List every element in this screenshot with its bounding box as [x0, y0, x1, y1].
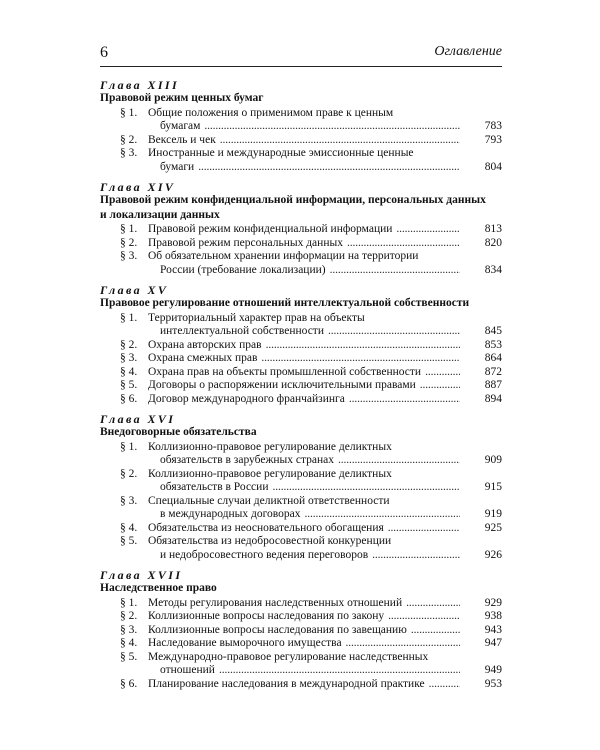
page-reference: 804 [484, 160, 502, 173]
section-title-line: Территориальный характер прав на объекты [148, 311, 365, 324]
section-number: § 3. [120, 494, 138, 507]
section-number: § 2. [120, 338, 138, 351]
toc-entry[interactable] [100, 441, 502, 468]
chapter-title: Правовой режим ценных бумаг [100, 92, 264, 104]
chapter-title: и локализации данных [100, 208, 220, 221]
section-number: § 3. [120, 352, 138, 364]
section-title-line: Методы регулирования наследственных отношений [148, 596, 403, 609]
section-title-line: в международных договорах [160, 508, 301, 520]
section-title-line: Охрана авторских прав [148, 338, 262, 351]
section-title-line: Об обязательном хранении информации на территории [148, 250, 419, 262]
section-number: § 6. [120, 677, 138, 690]
dot-leader [388, 522, 460, 536]
section-number: § 3. [120, 147, 138, 159]
toc-entry[interactable] [100, 637, 502, 651]
section-title-line: Охрана смежных прав [148, 352, 258, 364]
toc-entry[interactable] [100, 147, 502, 174]
page-reference: 943 [484, 623, 502, 636]
dot-leader [346, 637, 460, 651]
chapter-title: Правовое регулирование отношений интеллектуальной собственности [100, 297, 470, 309]
page-reference: 925 [484, 521, 502, 534]
page-reference: 926 [484, 548, 502, 561]
toc-entry[interactable] [100, 610, 502, 624]
section-title-line: Коллизионные вопросы наследования по завещанию [148, 623, 407, 636]
dot-leader [330, 264, 460, 278]
dot-leader [396, 223, 460, 237]
section-title-line: Правовой режим конфиденциальной информации [148, 223, 393, 235]
page-reference: 894 [484, 392, 502, 405]
page-reference: 820 [484, 236, 502, 249]
section-number: § 4. [120, 637, 138, 649]
section-title-line: Коллизионно-правовое регулирование деликтных [148, 467, 392, 480]
section-title-line: Планирование наследования в международной практике [148, 677, 425, 690]
toc-entry[interactable] [100, 237, 502, 251]
section-number: § 6. [120, 392, 138, 405]
section-title-line: Коллизионно-правовое регулирование деликтных [148, 440, 392, 453]
dot-leader [349, 393, 460, 407]
chapter-label: Глава XVI [100, 412, 176, 426]
page-reference: 919 [484, 508, 502, 520]
toc-entry[interactable] [100, 495, 502, 522]
dot-leader [372, 549, 460, 563]
section-title-line: Общие положения о применимом праве к ценным [148, 106, 394, 119]
section-number: § 3. [120, 250, 138, 262]
section-number: § 2. [120, 467, 138, 480]
page-number: 6 [100, 44, 108, 61]
page-header [100, 42, 502, 67]
section-number: § 5. [120, 379, 138, 391]
chapter-label: Глава XIV [100, 180, 176, 194]
page-reference: 947 [484, 637, 502, 649]
toc-entry[interactable] [100, 366, 502, 380]
dot-leader [420, 379, 460, 393]
toc-entry[interactable] [100, 535, 502, 562]
section-number: § 4. [120, 521, 138, 534]
section-number: § 5. [120, 650, 138, 663]
page-reference: 834 [484, 263, 502, 276]
toc-entry[interactable] [100, 312, 502, 339]
dot-leader [388, 610, 460, 624]
table-of-contents [100, 78, 502, 697]
toc-entry[interactable] [100, 250, 502, 277]
page-reference: 864 [484, 352, 502, 364]
page-reference: 949 [484, 664, 502, 676]
section-title-line: бумагам [160, 120, 201, 132]
section-title-line: обязательств в России [160, 481, 269, 493]
section-title-line: Коллизионные вопросы наследования по закону [148, 610, 385, 622]
dot-leader [220, 134, 460, 148]
toc-entry[interactable] [100, 379, 502, 393]
page-reference: 887 [484, 379, 502, 391]
dot-leader [406, 597, 460, 611]
chapter [100, 412, 502, 562]
section-number: § 2. [120, 610, 138, 622]
toc-entry[interactable] [100, 522, 502, 536]
chapter-title: Правовой режим конфиденциальной информации, персональных данных [100, 194, 486, 206]
page-reference: 938 [484, 610, 502, 622]
page-reference: 953 [484, 677, 502, 690]
page-reference: 783 [484, 120, 502, 132]
section-number: § 1. [120, 596, 138, 609]
dot-leader [261, 352, 460, 366]
dot-leader [425, 366, 460, 380]
chapter-label: Глава XVII [100, 568, 183, 582]
section-number: § 1. [120, 311, 138, 324]
page-reference: 845 [484, 325, 502, 337]
toc-entry[interactable] [100, 352, 502, 366]
chapter-label: Глава XIII [100, 78, 180, 92]
section-title-line: отношений [160, 664, 215, 676]
chapter [100, 180, 502, 277]
dot-leader [204, 120, 460, 134]
section-title-line: интеллектуальной собственности [160, 325, 324, 337]
toc-entry[interactable] [100, 339, 502, 353]
section-number: § 1. [120, 223, 138, 235]
toc-entry[interactable] [100, 597, 502, 611]
page-reference: 929 [484, 596, 502, 609]
page-reference: 915 [484, 481, 502, 493]
page-reference: 793 [484, 133, 502, 146]
section-number: § 3. [120, 623, 138, 636]
toc-entry[interactable] [100, 651, 502, 678]
dot-leader [429, 678, 460, 692]
dot-leader [219, 664, 460, 678]
toc-entry[interactable] [100, 393, 502, 407]
toc-entry[interactable] [100, 223, 502, 237]
section-title-line: и недобросовестного ведения переговоров [160, 548, 369, 561]
dot-leader [328, 325, 460, 339]
page-reference: 853 [484, 338, 502, 351]
chapter [100, 568, 502, 691]
chapter-label: Глава XV [100, 283, 169, 297]
section-title-line: России (требование локализации) [160, 263, 326, 276]
dot-leader [305, 508, 460, 522]
chapter [100, 78, 502, 174]
dot-leader [338, 454, 460, 468]
dot-leader [411, 624, 460, 638]
toc-entry[interactable] [100, 107, 502, 134]
toc-entry[interactable] [100, 624, 502, 638]
dot-leader [272, 481, 460, 495]
dot-leader [198, 161, 460, 175]
section-title-line: Договор международного франчайзинга [148, 392, 345, 405]
section-title-line: Правовой режим персональных данных [148, 236, 343, 249]
running-title: Оглавление [434, 44, 502, 59]
chapter-title: Наследственное право [100, 582, 217, 594]
section-title-line: Обязательства из неосновательного обогащения [148, 521, 384, 534]
chapter [100, 283, 502, 406]
section-title-line: Наследование выморочного имущества [148, 637, 342, 649]
page-reference: 813 [484, 223, 502, 235]
section-number: § 2. [120, 133, 138, 146]
chapter-title: Внедоговорные обязательства [100, 426, 257, 438]
toc-entry[interactable] [100, 468, 502, 495]
section-title-line: Иностранные и международные эмиссионные ценные [148, 147, 414, 159]
dot-leader [266, 339, 460, 353]
section-number: § 2. [120, 236, 138, 249]
section-number: § 1. [120, 440, 138, 453]
page-reference: 872 [484, 365, 502, 378]
section-title-line: Охрана прав на объекты промышленной собственности [148, 365, 422, 378]
section-title-line: обязательств в зарубежных странах [160, 454, 335, 466]
section-title-line: Специальные случаи деликтной ответственности [148, 494, 390, 507]
section-title-line: Договоры о распоряжении исключительными правами [148, 379, 416, 391]
toc-entry[interactable] [100, 134, 502, 148]
toc-entry[interactable] [100, 678, 502, 692]
section-title-line: бумаги [160, 160, 195, 173]
section-number: § 1. [120, 106, 138, 119]
dot-leader [347, 237, 460, 251]
section-number: § 5. [120, 535, 138, 547]
section-number: § 4. [120, 365, 138, 378]
page-reference: 909 [484, 454, 502, 466]
section-title-line: Обязательства из недобросовестной конкуренции [148, 535, 392, 547]
section-title-line: Международно-правовое регулирование наследственных [148, 650, 429, 663]
section-title-line: Вексель и чек [148, 133, 216, 146]
